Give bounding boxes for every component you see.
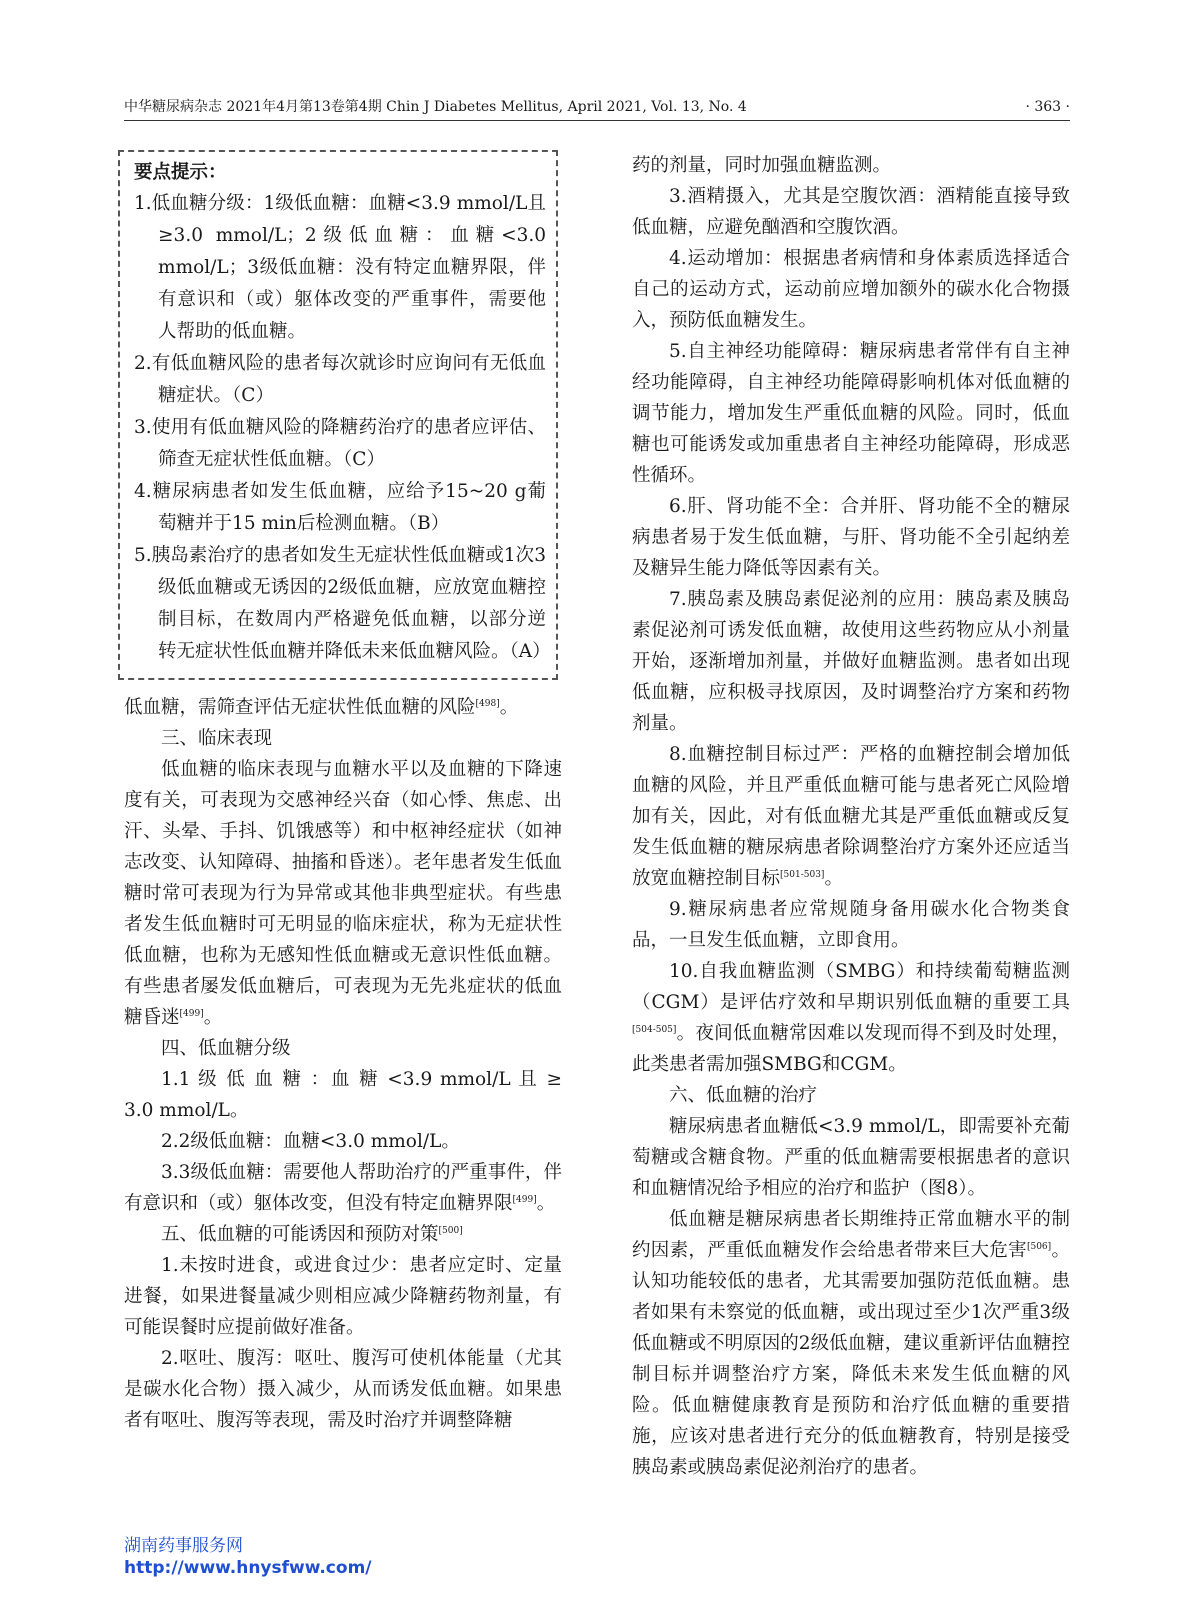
key-points-box <box>118 150 558 680</box>
key-point-2: 2.有低血糖风险的患者每次就诊时应询问有无低血糖症状。（C） <box>134 353 546 406</box>
site-watermark <box>124 1535 372 1579</box>
paragraph-continued: 低血糖，需筛查评估无症状性低血糖的风险[498]。 <box>124 697 519 718</box>
cause-8: 8.血糖控制目标过严：严格的血糖控制会增加低血糖的风险，并且严重低血糖可能与患者死亡风险增加有关，因此，对有低血糖尤其是严重低血糖或反复发生低血糖的糖尿病患者除调整治疗方案外还应适当放宽血糖控制目标[501-503]。 <box>632 744 1070 889</box>
citation-ref: [500] <box>438 1225 463 1236</box>
treatment-paragraph-2: 低血糖是糖尿病患者长期维持正常血糖水平的制约因素，严重低血糖发作会给患者带来巨大危害[506]。认知功能较低的患者，尤其需要加强防范低血糖。患者如果有未察觉的低血糖，或出现过至少1次严重3级低血糖或不明原因的2级低血糖，建议重新评估血糖控制目标并调整治疗方案，降低未来发生低血糖的风险。低血糖健康教育是预防和治疗低血糖的重要措施，应该对患者进行充分的低血糖教育，特别是接受胰岛素或胰岛素促泌剂治疗的患者。 <box>632 1209 1070 1478</box>
cause-2: 2.呕吐、腹泻：呕吐、腹泻可使机体能量（尤其是碳水化合物）摄入减少，从而诱发低血糖。如果患者有呕吐、腹泻等表现，需及时治疗并调整降糖 <box>124 1348 562 1431</box>
key-point-5: 5.胰岛素治疗的患者如发生无症状性低血糖或1次3级低血糖或无诱因的2级低血糖，应放宽血糖控制目标，在数周内严格避免低血糖，以部分逆转无症状性低血糖并降低未来低血糖风险。（A） <box>134 545 551 662</box>
cause-1: 1.未按时进食，或进食过少：患者应定时、定量进餐，如果进餐量减少则相应减少降糖药物剂量，有可能误餐时应提前做好准备。 <box>124 1255 562 1338</box>
key-points-title: 要点提示： <box>134 162 227 183</box>
cause-10: 10.自我血糖监测（SMBG）和持续葡萄糖监测（CGM）是评估疗效和早期识别低血糖的重要工具[504-505]。夜间低血糖常因难以发现而得不到及时处理，此类患者需加强SMBG和CGM。 <box>632 961 1070 1075</box>
citation-ref: [498] <box>475 698 500 709</box>
paragraph-clinical: 低血糖的临床表现与血糖水平以及血糖的下降速度有关，可表现为交感神经兴奋（如心悸、焦虑、出汗、头晕、手抖、饥饿感等）和中枢神经症状（如神志改变、认知障碍、抽搐和昏迷）。老年患者发生低血糖时常可表现为行为异常或其他非典型症状。有些患者发生低血糖时可无明显的临床症状，称为无症状性低血糖，也称为无感知性低血糖或无意识性低血糖。有些患者屡发低血糖后，可表现为无先兆症状的低血糖昏迷[499]。 <box>124 759 562 1028</box>
cause-3: 3.酒精摄入，尤其是空腹饮酒：酒精能直接导致低血糖，应避免酗酒和空腹饮酒。 <box>632 186 1070 238</box>
grade-2: 2.2级低血糖：血糖<3.0 mmol/L。 <box>161 1131 460 1152</box>
section-heading-3: 三、临床表现 <box>161 728 273 749</box>
paragraph-continued: 药的剂量，同时加强血糖监测。 <box>632 155 892 176</box>
cause-6: 6.肝、肾功能不全：合并肝、肾功能不全的糖尿病患者易于发生低血糖，与肝、肾功能不全引起纳差及糖异生能力降低等因素有关。 <box>632 496 1070 579</box>
section-heading-4: 四、低血糖分级 <box>161 1038 291 1059</box>
grade-1: 1.1 级 低 血 糖 ：血 糖 <3.9 mmol/L 且 ≥ 3.0 mmol/L。 <box>124 1069 562 1121</box>
cause-4: 4.运动增加：根据患者病情和身体素质选择适合自己的运动方式，运动前应增加额外的碳水化合物摄入，预防低血糖发生。 <box>632 248 1070 331</box>
watermark-url[interactable]: http://www.hnysfww.com/ <box>124 1558 372 1578</box>
citation-ref: [499] <box>179 1008 204 1019</box>
right-column <box>632 150 1070 1483</box>
grade-3: 3.3级低血糖：需要他人帮助治疗的严重事件，伴有意识和（或）躯体改变，但没有特定血糖界限[499]。 <box>124 1162 562 1214</box>
cause-9: 9.糖尿病患者应常规随身备用碳水化合物类食品，一旦发生低血糖，立即食用。 <box>632 899 1070 951</box>
page-number: · 363 · <box>1025 99 1070 115</box>
treatment-paragraph-1: 糖尿病患者血糖低<3.9 mmol/L，即需要补充葡萄糖或含糖食物。严重的低血糖需要根据患者的意识和血糖情况给予相应的治疗和监护（图8）。 <box>632 1116 1070 1199</box>
section-heading-5: 五、低血糖的可能诱因和预防对策[500] <box>161 1224 463 1245</box>
citation-ref: [501-503] <box>780 869 825 880</box>
key-point-1: 1.低血糖分级：1级低血糖：血糖<3.9 mmol/L且≥3.0 mmol/L；2级低血糖：血糖<3.0 mmol/L；3级低血糖：没有特定血糖界限，伴有意识和（或）躯体改变的严重事件，需要他人帮助的低血糖。 <box>134 193 546 342</box>
running-header <box>124 96 1070 121</box>
citation-ref: [506] <box>1026 1241 1052 1252</box>
key-point-3: 3.使用有低血糖风险的降糖药治疗的患者应评估、筛查无症状性低血糖。（C） <box>134 417 546 470</box>
left-column <box>124 150 562 1436</box>
citation-ref: [499] <box>512 1194 537 1205</box>
watermark-name: 湖南药事服务网 <box>124 1536 243 1556</box>
section-heading-6: 六、低血糖的治疗 <box>669 1085 818 1106</box>
cause-7: 7.胰岛素及胰岛素促泌剂的应用：胰岛素及胰岛素促泌剂可诱发低血糖，故使用这些药物应从小剂量开始，逐渐增加剂量，并做好血糖监测。患者如出现低血糖，应积极寻找原因，及时调整治疗方案和药物剂量。 <box>632 589 1070 734</box>
cause-5: 5.自主神经功能障碍：糖尿病患者常伴有自主神经功能障碍，自主神经功能障碍影响机体对低血糖的调节能力，增加发生严重低血糖的风险。同时，低血糖也可能诱发或加重患者自主神经功能障碍，形成恶性循环。 <box>632 341 1070 486</box>
citation-ref: [504-505] <box>632 1024 677 1035</box>
key-point-4: 4.糖尿病患者如发生低血糖，应给予15~20 g葡萄糖并于15 min后检测血糖。（B） <box>134 481 546 534</box>
journal-citation: 中华糖尿病杂志 2021年4月第13卷第4期 Chin J Diabetes Mellitus, April 2021, Vol. 13, No. 4 <box>124 99 747 115</box>
